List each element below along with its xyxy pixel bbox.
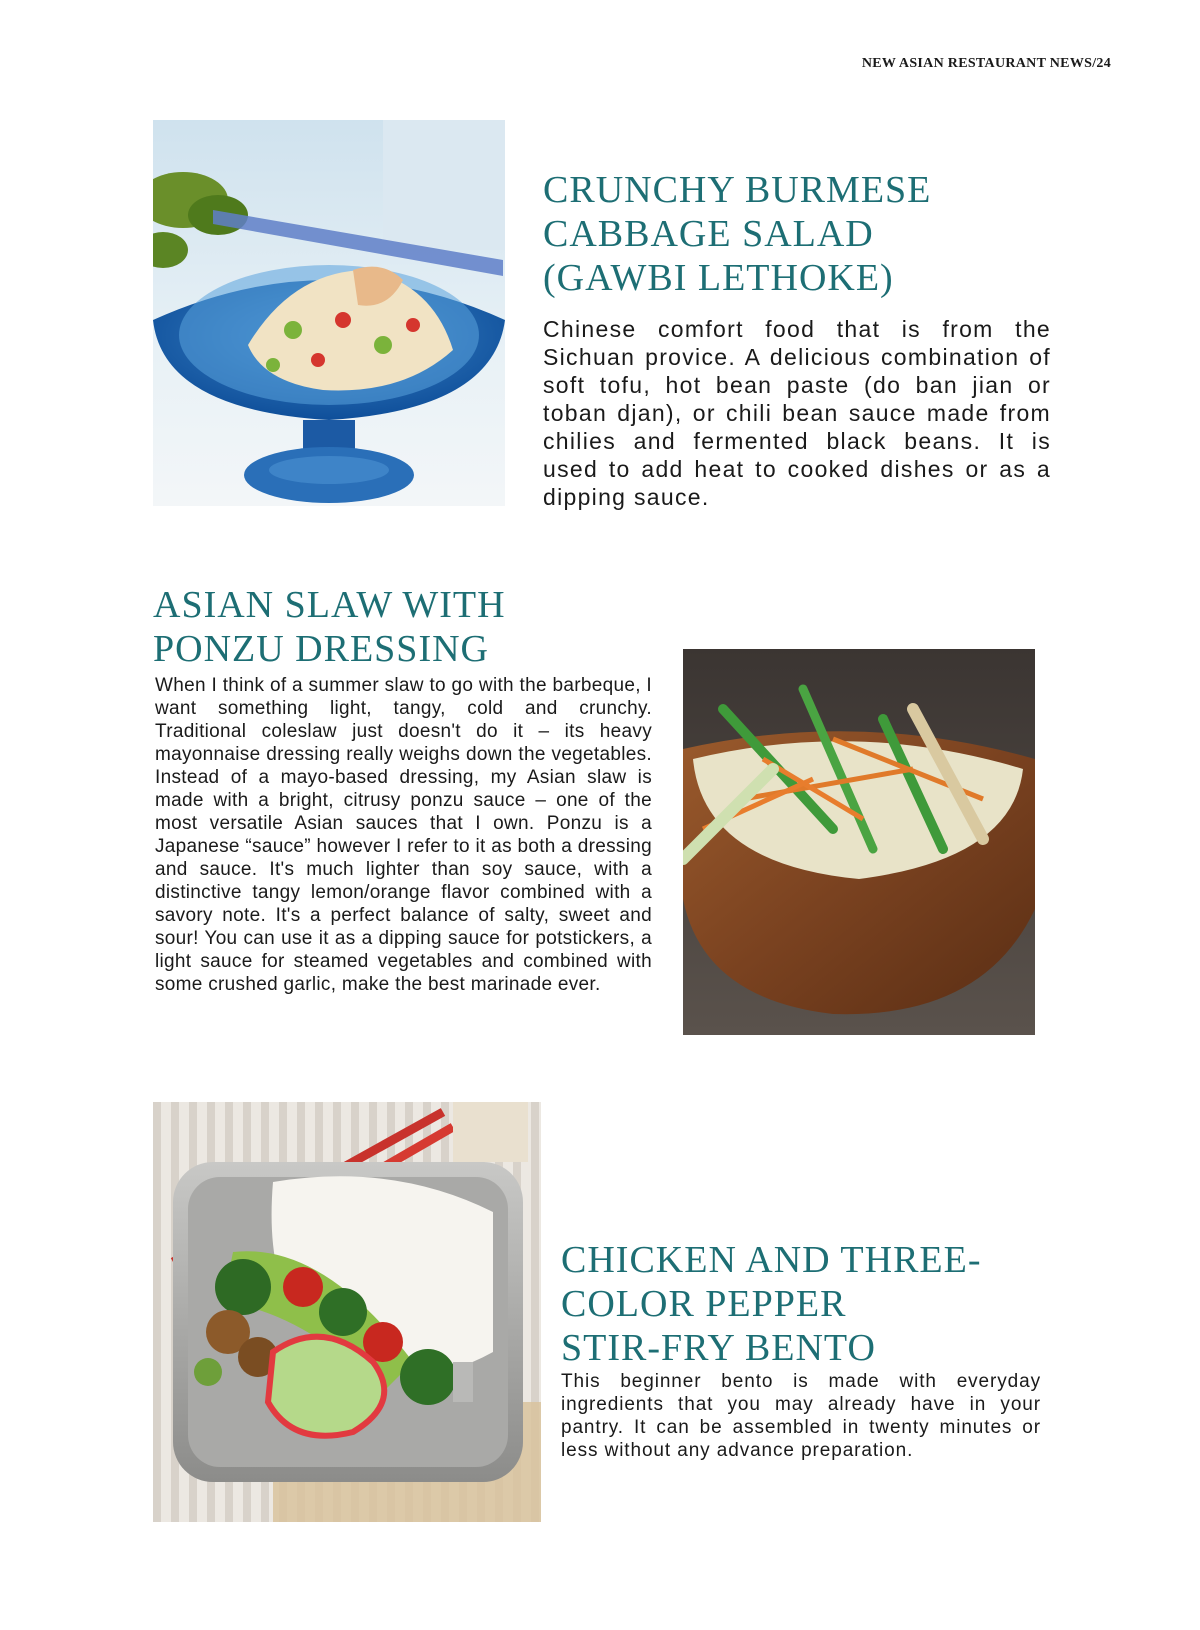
bento-photo bbox=[153, 1102, 541, 1522]
article-title-cabbage-salad: CRUNCHY BURMESE CABBAGE SALAD (GAWBI LETHOKE) bbox=[543, 169, 932, 299]
article-title-asian-slaw: ASIAN SLAW WITH PONZU DRESSING bbox=[153, 584, 506, 670]
article-title-bento: CHICKEN AND THREE- COLOR PEPPER STIR-FRY BENTO bbox=[561, 1239, 982, 1369]
cabbage-salad-photo bbox=[153, 120, 505, 506]
asian-slaw-photo bbox=[683, 649, 1035, 1035]
article-body-bento: This beginner bento is made with everyday ingredients that you may already have in your pantry. It can be assembled in twenty minutes or less without any advance preparation. bbox=[561, 1371, 1041, 1461]
article-body-asian-slaw: When I think of a summer slaw to go with the barbeque, I want something light, tangy, cold and crunchy. Traditional coleslaw just doesn't do it – its heavy mayonnaise dressing really weighs down the vegetables. Instead of a mayo-based dressing, my Asian slaw is made with a bright, citrusy ponzu sauce – one of the most versatile Asian sauces that I own. Ponzu is a Japanese “sauce” however I refer to it as both a dressing and sauce. It's much lighter than soy sauce, with a distinctive tangy lemon/orange flavor combined with a savory note. It's a perfect balance of salty, sweet and sour! You can use it as a dipping sauce for potstickers, a light sauce for steamed vegetables and combined with some crushed garlic, make the best marinade ever. bbox=[155, 675, 652, 995]
article-body-cabbage-salad: Chinese comfort food that is from the Sichuan provice. A delicious combination of soft tofu, hot bean paste (do ban jian or toban djan), or chili bean sauce made from chilies and fermented black beans. It is used to add heat to cooked dishes or as a dipping sauce. bbox=[543, 316, 1051, 510]
running-head: NEW ASIAN RESTAURANT NEWS/24 bbox=[861, 56, 1111, 71]
